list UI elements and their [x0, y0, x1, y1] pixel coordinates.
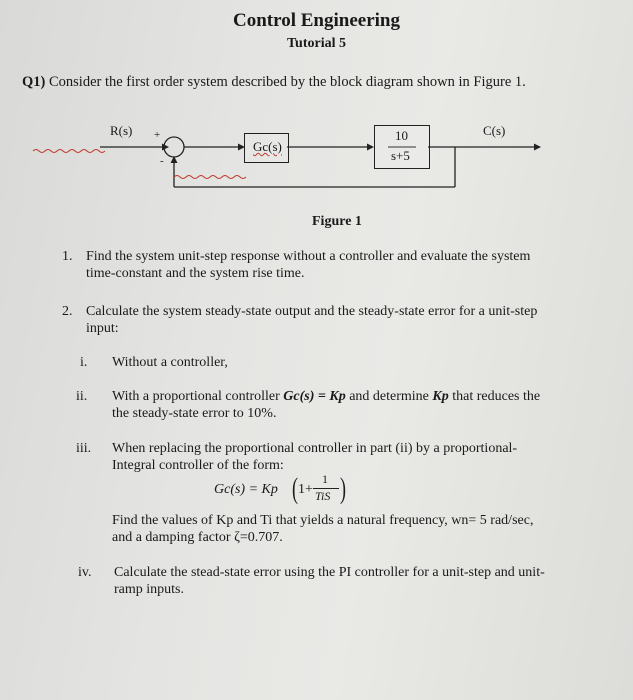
- subpart-iii-line-1: When replacing the proportional controller in part (ii) by a proportional-: [112, 441, 518, 456]
- pi-controller-formula: Gc(s) = Kp ( 1+ 1 TiS ): [214, 472, 346, 505]
- subpart-iii-number: iii.: [76, 441, 92, 456]
- question-1-intro: [22, 74, 526, 91]
- subpart-ii: [112, 388, 612, 422]
- question-1-number: 1.: [62, 249, 73, 264]
- question-1-line-2: time-constant and the system rise time.: [86, 266, 305, 281]
- figure-caption: Figure 1: [312, 214, 362, 229]
- subpart-i-number: i.: [80, 355, 88, 370]
- question-1-label: Q1): [22, 74, 46, 90]
- subpart-iv-line-1: Calculate the stead-state error using the PI controller for a unit-step and unit-: [114, 565, 545, 580]
- question-1-line-1: Find the system unit-step response without a controller and evaluate the system: [86, 249, 531, 264]
- subpart-iii: [112, 440, 612, 474]
- page-subtitle: Tutorial 5: [287, 36, 346, 51]
- question-1: [86, 248, 606, 282]
- controller-block: [244, 133, 289, 163]
- plant-numerator: 10: [395, 128, 408, 143]
- output-label: C(s): [483, 123, 506, 138]
- subpart-ii-line-2: the steady-state error to 10%.: [112, 406, 277, 421]
- formula-lhs: Gc(s) = Kp: [214, 482, 278, 497]
- plus-sign: +: [154, 129, 161, 141]
- subpart-ii-gc: Gc(s) = Kp: [283, 389, 346, 404]
- subpart-i-text: Without a controller,: [112, 355, 228, 370]
- plant-block: [374, 125, 430, 169]
- question-2-line-2: input:: [86, 321, 119, 336]
- subpart-iii-line-4: and a damping factor ζ=0.707.: [112, 530, 283, 545]
- subpart-ii-line-1: With a proportional controller Gc(s) = Kp and determine Kp that reduces the: [112, 389, 541, 404]
- question-2-number: 2.: [62, 304, 73, 319]
- formula-one: 1+: [298, 482, 313, 497]
- formula-numerator: 1: [322, 472, 328, 486]
- question-1-text: Consider the first order system described by the block diagram shown in Figure 1.: [48, 74, 526, 90]
- plant-denominator: s+5: [391, 148, 410, 163]
- subpart-iii-line-2: Integral controller of the form:: [112, 458, 284, 473]
- subpart-ii-kp: Kp: [432, 389, 449, 404]
- minus-sign: -: [160, 155, 164, 167]
- subpart-iii-continued: [112, 512, 612, 546]
- block-diagram: [0, 105, 633, 205]
- input-label: R(s): [110, 123, 133, 138]
- controller-label: Gc(s): [253, 139, 282, 154]
- question-2: [86, 303, 606, 337]
- page-title: Control Engineering: [233, 10, 400, 31]
- subpart-ii-number: ii.: [76, 389, 88, 404]
- subpart-iii-line-3: Find the values of Kp and Ti that yields a natural frequency, wn= 5 rad/sec,: [112, 513, 534, 528]
- formula-denominator: TiS: [315, 489, 331, 503]
- subpart-iv: [114, 564, 614, 598]
- subpart-iv-number: iv.: [78, 565, 92, 580]
- question-2-line-1: Calculate the system steady-state output and the steady-state error for a unit-step: [86, 304, 538, 319]
- subpart-iv-line-2: ramp inputs.: [114, 582, 184, 597]
- block-diagram-lines: [0, 105, 633, 205]
